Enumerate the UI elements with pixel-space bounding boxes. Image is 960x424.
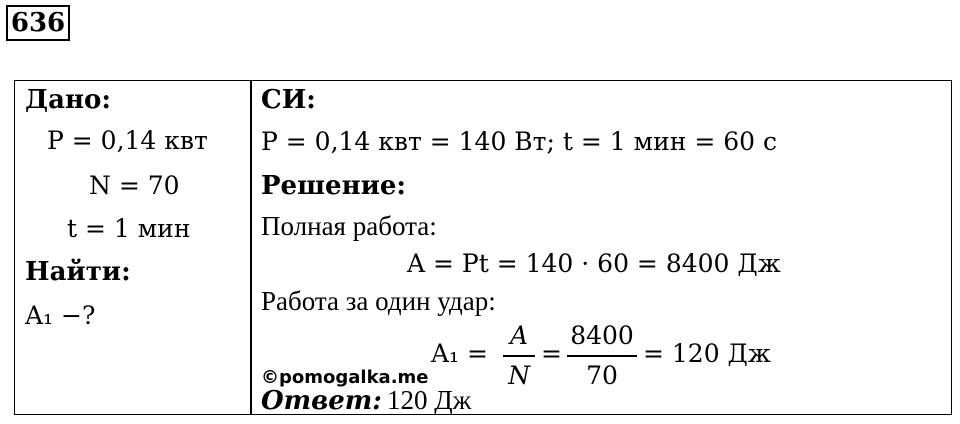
solution-table <box>14 80 952 415</box>
column-divider <box>250 81 252 414</box>
fraction-bar <box>503 355 535 357</box>
fraction-denominator: 70 <box>586 361 618 390</box>
find-label: Найти: <box>25 257 131 287</box>
given-power: P = 0,14 квт <box>47 126 208 155</box>
watermark: ©pomogalka.me <box>261 367 429 388</box>
fraction-denominator: N <box>508 361 530 390</box>
solution-label: Решение: <box>261 171 407 201</box>
equation-lhs: A₁ = <box>431 339 488 368</box>
answer-line <box>261 387 471 414</box>
equation-result: = 120 Дж <box>643 339 771 368</box>
fraction-bar <box>567 355 637 357</box>
find-quantity: A₁ −? <box>25 301 96 330</box>
equation-equals: = <box>541 339 562 368</box>
solution-text-full-work: Полная работа: <box>261 211 437 241</box>
given-count: N = 70 <box>89 171 180 200</box>
given-label: Дано: <box>25 85 111 115</box>
problem-number: 636 <box>6 5 70 41</box>
fraction-numerator: A <box>509 321 529 350</box>
si-label: СИ: <box>261 85 316 115</box>
answer-label: Ответ: <box>261 386 382 416</box>
si-conversion: P = 0,14 квт = 140 Вт; t = 1 мин = 60 с <box>261 127 777 156</box>
given-time: t = 1 мин <box>67 214 191 243</box>
fraction-values <box>567 321 637 391</box>
answer-value: 120 Дж <box>386 385 472 415</box>
fraction-a-over-n <box>503 321 535 391</box>
solution-text-single-blow: Работа за один удар: <box>261 286 496 316</box>
equation-full-work: A = Pt = 140 · 60 = 8400 Дж <box>407 249 781 278</box>
fraction-numerator: 8400 <box>570 321 634 350</box>
